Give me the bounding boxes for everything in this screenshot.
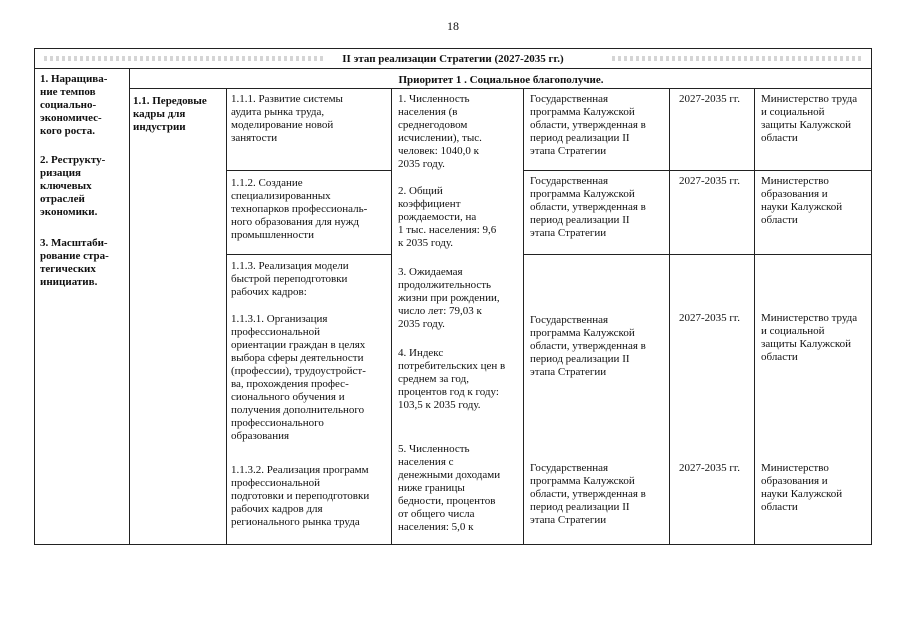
col-divider-indicators xyxy=(523,88,524,545)
task-row-divider-2 xyxy=(226,254,392,255)
task-1-1-1: 1.1.1. Развитие системы аудита рынка труда, моделирование новой занятости xyxy=(231,93,343,144)
table-border-left xyxy=(34,48,35,545)
col-divider-tasks xyxy=(391,88,392,545)
indicator-3: 3. Ожидаемая продолжительность жизни при рождении, число лет: 79,03 к 2035 году. xyxy=(398,266,500,330)
indicator-5: 5. Численность населения с денежными доходами ниже границы бедности, процентов от общего числа населения: 5,0 к xyxy=(398,443,501,533)
stage-header: II этап реализации Стратегии (2027-2035 гг.) xyxy=(342,53,564,65)
period-2: 2027-2035 гг. xyxy=(679,175,740,187)
program-2: Государственная программа Калужской области, утвержденная в период реализации II этапа Стратегии xyxy=(530,175,646,239)
task-1-1-3: 1.1.3. Реализация модели быстрой переподготовки рабочих кадров: xyxy=(231,260,349,298)
task-1-1-3-2: 1.1.3.2. Реализация программ профессиональной подготовки и переподготовки рабочих кадров для регионального рынка труда xyxy=(231,464,370,528)
col-divider-periods xyxy=(754,88,755,545)
table-border-bottom xyxy=(34,544,872,545)
executor-4: Министерство образования и науки Калужской области xyxy=(761,462,843,513)
period-3: 2027-2035 гг. xyxy=(679,312,740,324)
period-4: 2027-2035 гг. xyxy=(679,462,740,474)
priority-header: Приоритет 1 . Социальное благополучие. xyxy=(398,74,604,86)
col-divider-direction xyxy=(226,88,227,545)
task-row-divider-1 xyxy=(226,170,392,171)
program-3: Государственная программа Калужской области, утвержденная в период реализации II этапа Стратегии xyxy=(530,314,646,378)
indicator-4: 4. Индекс потребительских цен в среднем за год, процентов год к году: 103,5 к 2035 году. xyxy=(398,347,506,411)
indicator-2: 2. Общий коэффициент рождаемости, на 1 тыс. населения: 9,6 к 2035 году. xyxy=(398,185,497,249)
period-1: 2027-2035 гг. xyxy=(679,93,740,105)
task-1-1-2: 1.1.2. Создание специализированных технопарков профессиональ- ного образования для нужд промышленности xyxy=(231,177,368,241)
col-divider-goals xyxy=(129,68,130,545)
indicator-1: 1. Численность населения (в среднегодовом исчислении), тыс. человек: 1040,0 к 2035 году. xyxy=(398,93,482,170)
table-border-right xyxy=(871,48,872,545)
executor-1: Министерство труда и социальной защиты Калужской области xyxy=(761,93,858,144)
goal-3: 3. Масштаби- рование стра- тегических инициатив. xyxy=(40,237,109,288)
goal-1: 1. Наращива- ние темпов социально- экономичес- кого роста. xyxy=(40,73,108,137)
stage-row-divider xyxy=(34,68,872,69)
direction-1-1: 1.1. Передовые кадры для индустрии xyxy=(133,95,207,133)
program-row-divider-1 xyxy=(523,170,872,171)
table-border-top xyxy=(34,48,872,49)
page-number: 18 xyxy=(447,19,459,33)
executor-3: Министерство труда и социальной защиты Калужской области xyxy=(761,312,858,363)
executor-2: Министерство образования и науки Калужской области xyxy=(761,175,843,226)
program-1: Государственная программа Калужской области, утвержденная в период реализации II этапа Стратегии xyxy=(530,93,646,157)
goal-2: 2. Реструкту- ризация ключевых отраслей экономики. xyxy=(40,154,106,218)
task-1-1-3-1: 1.1.3.1. Организация профессиональной ориентации граждан в целях выбора сферы деятельности (профессии), трудоустройст- ва, прохождения профес- сионального обучения и получения дополнительного профессионального образования xyxy=(231,313,366,442)
col-divider-programs xyxy=(669,88,670,545)
program-4: Государственная программа Калужской области, утвержденная в период реализации II этапа Стратегии xyxy=(530,462,646,526)
priority-row-divider xyxy=(130,88,872,89)
program-row-divider-2 xyxy=(523,254,872,255)
